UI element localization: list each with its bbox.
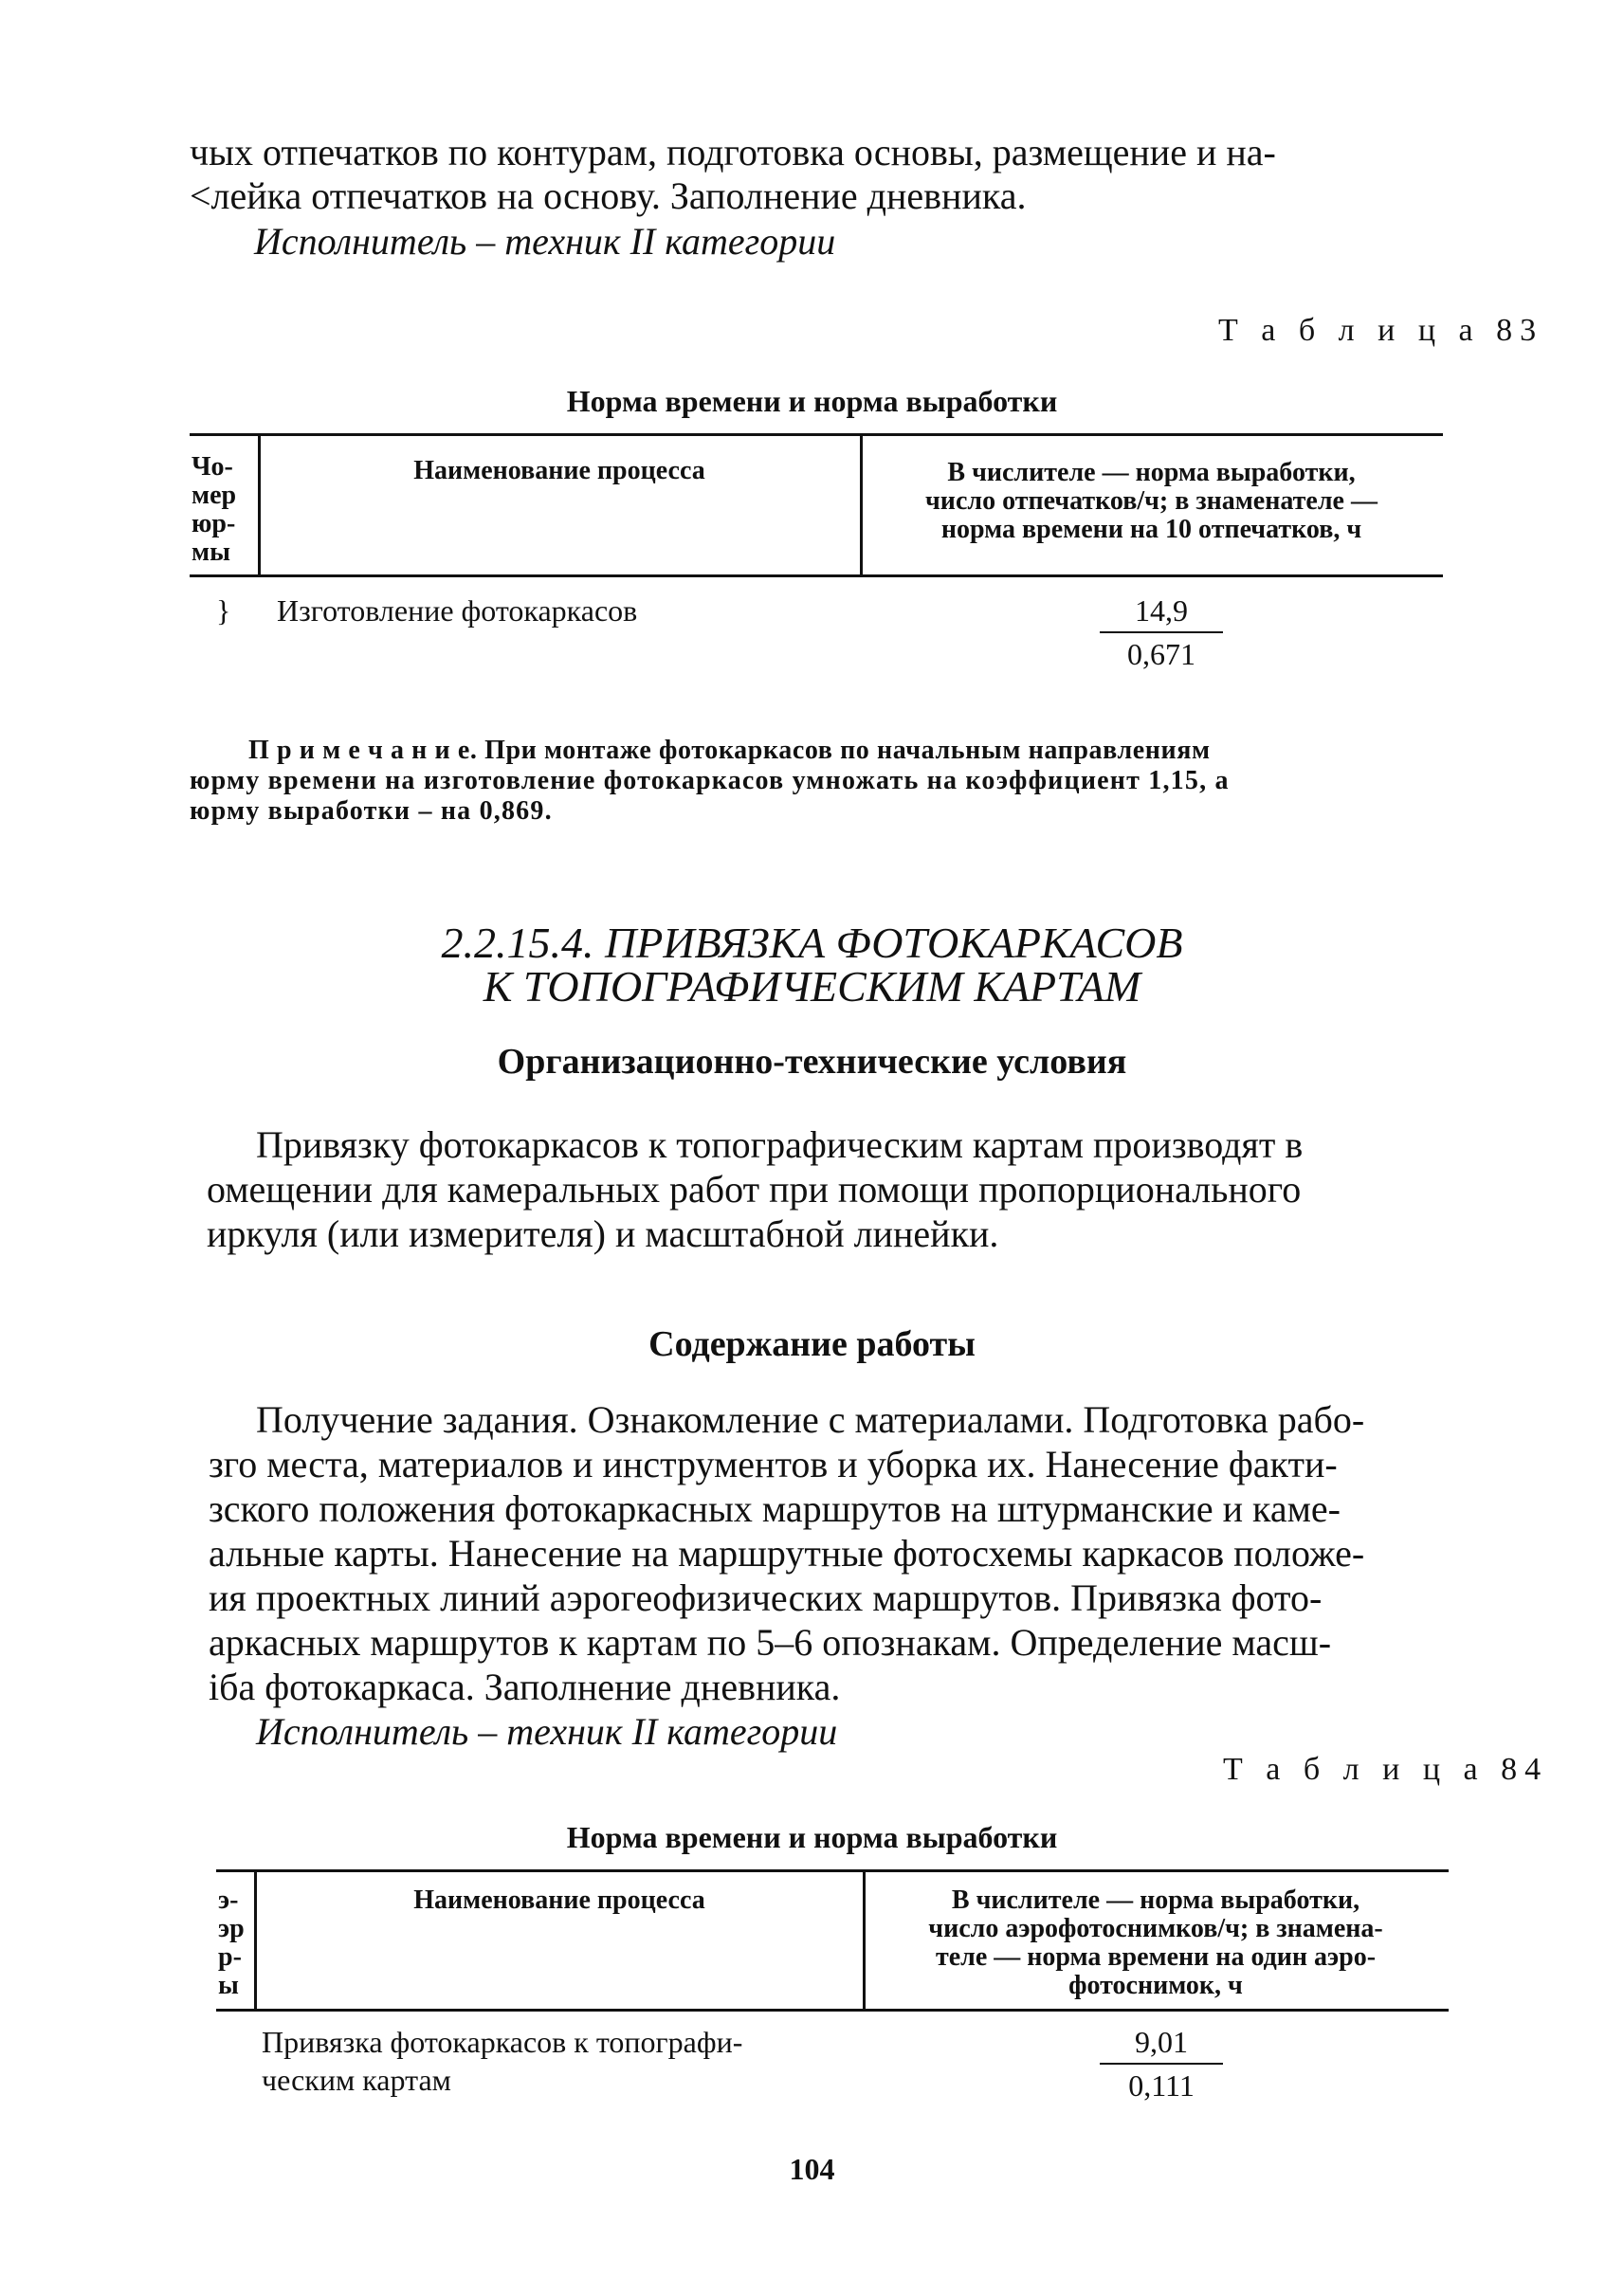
table83-top-rule bbox=[190, 433, 1443, 436]
table84-header-name: Наименование процесса bbox=[413, 1885, 705, 1915]
table83-col-divider-1 bbox=[258, 433, 261, 577]
table84-numerator: 9,01 bbox=[1100, 2023, 1223, 2065]
table83-col-divider-2 bbox=[860, 433, 863, 577]
table83-header-rule bbox=[190, 574, 1443, 577]
note-line-2: юрму времени на изготовление фотокаркасов умножать на коэффициент 1,15, а bbox=[190, 766, 1230, 795]
table84-top-rule bbox=[216, 1869, 1449, 1872]
table84-header-num: э- эр р- ы bbox=[218, 1885, 245, 2000]
table83-row-name: Изготовление фотокаркасов bbox=[277, 593, 638, 628]
content-heading: Содержание работы bbox=[648, 1324, 976, 1364]
content-line-5: ия проектных линий аэрогеофизических маршрутов. Привязка фото- bbox=[209, 1576, 1323, 1619]
table84-col-divider-2 bbox=[863, 1869, 866, 2012]
intro-executor: Исполнитель – техник II категории bbox=[254, 220, 836, 263]
table83-denominator: 0,671 bbox=[1127, 637, 1195, 671]
table84-label: Т а б л и ц а 84 bbox=[1223, 1752, 1549, 1787]
table83-row-fraction bbox=[1100, 592, 1223, 673]
table84-row-fraction bbox=[1100, 2023, 1223, 2104]
table84-row-name-line-1: Привязка фотокаркасов к топографи- bbox=[262, 2025, 743, 2059]
table84-header-value: В числителе — норма выработки, число аэрофотоснимков/ч; в знамена- теле — норма времени на один аэро- фотоснимок, ч bbox=[928, 1885, 1383, 2000]
conditions-heading: Организационно-технические условия bbox=[497, 1042, 1127, 1082]
table84-title: Норма времени и норма выработки bbox=[566, 1820, 1058, 1854]
section-title-line-2: К ТОПОГРАФИЧЕСКИМ КАРТАМ bbox=[483, 962, 1141, 1011]
table84-denominator: 0,111 bbox=[1128, 2068, 1195, 2103]
content-line-3: зского положения фотокаркасных маршрутов на штурманские и каме- bbox=[209, 1487, 1341, 1530]
content-line-2: зго места, материалов и инструментов и уборка их. Нанесение факти- bbox=[209, 1443, 1338, 1485]
conditions-line-2: омещении для камеральных работ при помощи пропорционального bbox=[207, 1168, 1302, 1211]
content-executor: Исполнитель – техник II категории bbox=[256, 1710, 838, 1753]
table83-header-num: Чо- мер юр- мы bbox=[192, 452, 237, 567]
table83-title: Норма времени и норма выработки bbox=[566, 384, 1058, 418]
content-line-6: аркасных маршрутов к картам по 5–6 опознакам. Определение масш- bbox=[209, 1621, 1332, 1664]
note-line-1: П р и м е ч а н и е. При монтаже фотокаркасов по начальным направлениям bbox=[248, 736, 1211, 765]
note-line-3: юрму выработки – на 0,869. bbox=[190, 796, 553, 826]
intro-line-2: <лейка отпечатков на основу. Заполнение дневника. bbox=[190, 174, 1027, 217]
section-title-line-1: 2.2.15.4. ПРИВЯЗКА ФОТОКАРКАСОВ bbox=[441, 919, 1183, 967]
content-line-1: Получение задания. Ознакомление с материалами. Подготовка рабо- bbox=[256, 1398, 1365, 1441]
table83-header-value: В числителе — норма выработки, число отпечатков/ч; в знаменателе — норма времени на 10 отпечатков, ч bbox=[925, 458, 1378, 544]
table83-numerator: 14,9 bbox=[1100, 592, 1223, 633]
page-number: 104 bbox=[789, 2152, 835, 2186]
table84-col-divider-1 bbox=[254, 1869, 257, 2012]
table83-header-name: Наименование процесса bbox=[413, 456, 705, 485]
table83-row-num: } bbox=[216, 593, 231, 628]
table84-row-name-line-2: ческим картам bbox=[262, 2063, 451, 2097]
conditions-line-3: иркуля (или измерителя) и масштабной линейки. bbox=[207, 1212, 999, 1255]
table83-label: Т а б л и ц а 83 bbox=[1218, 313, 1544, 348]
content-line-7: іба фотокаркаса. Заполнение дневника. bbox=[209, 1666, 841, 1708]
intro-line-1: чых отпечатков по контурам, подготовка основы, размещение и на- bbox=[190, 131, 1276, 173]
table84-header-rule bbox=[216, 2009, 1449, 2012]
content-line-4: альные карты. Нанесение на маршрутные фотосхемы каркасов положе- bbox=[209, 1532, 1365, 1575]
conditions-line-1: Привязку фотокаркасов к топографическим картам производят в bbox=[256, 1123, 1304, 1166]
